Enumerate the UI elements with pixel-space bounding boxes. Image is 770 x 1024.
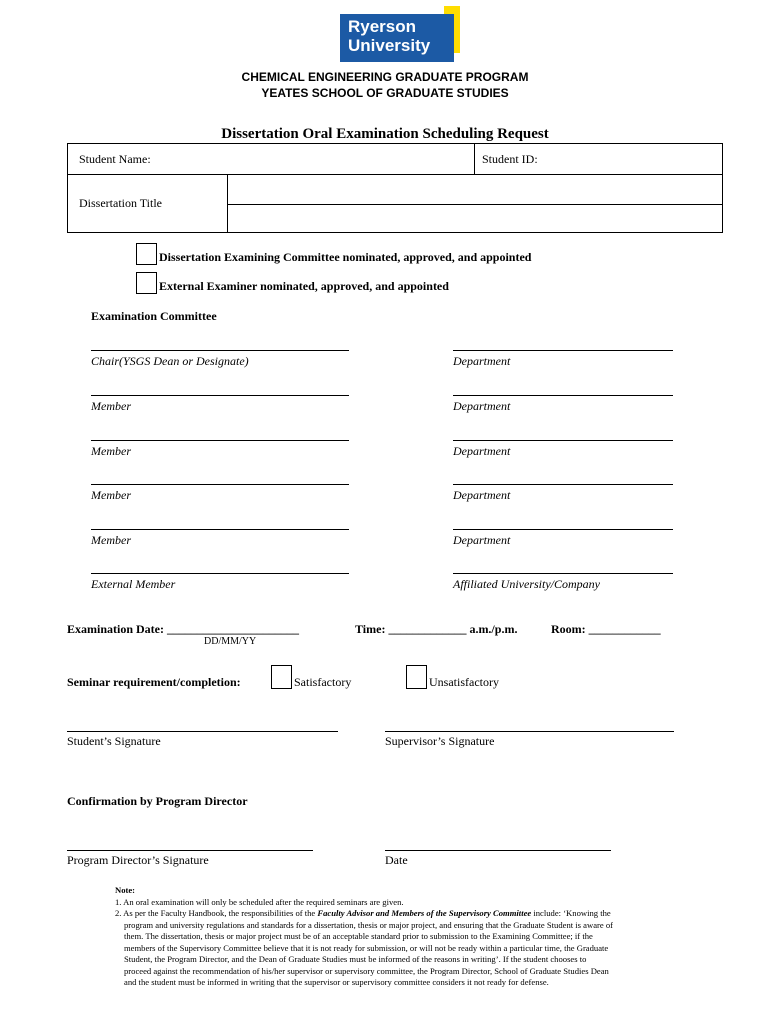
affiliation-label: Affiliated University/Company <box>453 577 600 591</box>
member-department-line[interactable] <box>453 484 673 485</box>
student-name-label: Student Name: <box>79 152 151 166</box>
note-item-2-line: proceed against the recommendation of his/her supervisor or supervisory committee, the Program Director, School of Graduate Studies Dean <box>124 965 609 976</box>
date-line[interactable] <box>385 850 611 851</box>
director-signature-line[interactable] <box>67 850 313 851</box>
confirmation-heading: Confirmation by Program Director <box>67 794 248 808</box>
external-member-label: External Member <box>91 577 176 591</box>
student-info-table <box>67 143 723 233</box>
unsatisfactory-checkbox[interactable] <box>406 665 427 689</box>
exam-time-field[interactable]: Time: _____________ a.m./p.m. <box>355 622 518 636</box>
department-label: Department <box>453 399 511 413</box>
note-item-2 <box>115 908 715 920</box>
member-department-line[interactable] <box>453 395 673 396</box>
department-label: Department <box>453 354 511 368</box>
director-signature-label: Program Director’s Signature <box>67 853 209 867</box>
date-label: Date <box>385 853 408 867</box>
supervisor-signature-label: Supervisor’s Signature <box>385 734 495 748</box>
department-label: Department <box>453 488 511 502</box>
logo-line-1: Ryerson <box>348 17 417 36</box>
member-label: Member <box>91 444 131 458</box>
member-signature-line[interactable] <box>91 484 349 485</box>
dissertation-title-field[interactable] <box>230 177 720 202</box>
note-item-1: 1. An oral examination will only be scheduled after the required seminars are given. <box>115 896 404 907</box>
committee-heading: Examination Committee <box>91 309 217 323</box>
affiliation-line[interactable] <box>453 573 673 574</box>
student-id-label: Student ID: <box>482 152 538 166</box>
note-item-2-start: 2. As per the Faculty Handbook, the responsibilities of the <box>115 908 318 918</box>
student-id-field[interactable] <box>548 148 718 170</box>
external-member-signature-line[interactable] <box>91 573 349 574</box>
notes-heading: Note: <box>115 885 136 895</box>
member-signature-line[interactable] <box>91 529 349 530</box>
note-item-2-line: and the student must be informed in writing that the supervisor or supervisory committee considers it not ready for defense. <box>124 977 549 987</box>
note-item-2-emphasis: Faculty Advisor and Members of the Supervisory Committee <box>317 908 532 918</box>
member-label: Member <box>91 533 131 547</box>
chair-label: Chair(YSGS Dean or Designate) <box>91 354 249 368</box>
student-signature-line[interactable] <box>67 731 338 732</box>
note-item-2-line: them. The dissertation, thesis or major project must be of an acceptable standard prior to submission to the Examining Committee; if the <box>124 931 593 941</box>
member-label: Member <box>91 488 131 502</box>
note-item-2-line: members of the Supervisory Committee believe that it is not ready for submission, or will not be ready within a particular time, the Graduate <box>124 942 609 953</box>
student-signature-label: Student’s Signature <box>67 734 161 748</box>
table-divider <box>227 204 722 205</box>
table-divider <box>68 174 722 175</box>
table-divider <box>474 144 475 174</box>
department-label: Department <box>453 533 511 547</box>
member-signature-line[interactable] <box>91 395 349 396</box>
external-examiner-checkbox[interactable] <box>136 272 157 294</box>
satisfactory-checkbox[interactable] <box>271 665 292 689</box>
chair-department-line[interactable] <box>453 350 673 351</box>
school-heading: YEATES SCHOOL OF GRADUATE STUDIES <box>261 86 509 100</box>
member-label: Member <box>91 399 131 413</box>
note-item-2-end: include: ‘Knowing the <box>531 908 611 918</box>
committee-checkbox-label: Dissertation Examining Committee nominated, approved, and appointed <box>159 250 532 264</box>
unsatisfactory-label: Unsatisfactory <box>429 675 499 689</box>
exam-room-field[interactable]: Room: ____________ <box>551 622 661 636</box>
table-divider <box>227 174 228 232</box>
form-title: Dissertation Oral Examination Scheduling Request <box>221 126 549 142</box>
member-department-line[interactable] <box>453 529 673 530</box>
dissertation-title-field-2[interactable] <box>230 207 720 231</box>
program-heading: CHEMICAL ENGINEERING GRADUATE PROGRAM <box>241 70 529 84</box>
chair-signature-line[interactable] <box>91 350 349 351</box>
exam-date-field[interactable]: Examination Date: ______________________ <box>67 622 299 636</box>
dissertation-title-label: Dissertation Title <box>79 196 163 210</box>
notes-section <box>115 885 715 989</box>
supervisor-signature-line[interactable] <box>385 731 674 732</box>
date-format-hint: DD/MM/YY <box>204 636 257 647</box>
committee-checkbox[interactable] <box>136 243 157 265</box>
student-name-field[interactable] <box>208 148 468 170</box>
seminar-label: Seminar requirement/completion: <box>67 675 241 689</box>
logo-text <box>348 17 430 55</box>
logo-line-2: University <box>348 36 431 55</box>
satisfactory-label: Satisfactory <box>294 675 352 689</box>
external-examiner-checkbox-label: External Examiner nominated, approved, and appointed <box>159 279 449 293</box>
note-item-2-line: program and university regulations and standards for a dissertation, thesis or major project, and ensuring that the Graduate Student is aware of <box>124 919 613 930</box>
department-label: Department <box>453 444 511 458</box>
member-signature-line[interactable] <box>91 440 349 441</box>
note-item-2-line: Student, the Program Director, and the Dean of Graduate Studies must be informed of the reasons in writing’. If the student chooses to <box>124 954 587 964</box>
member-department-line[interactable] <box>453 440 673 441</box>
